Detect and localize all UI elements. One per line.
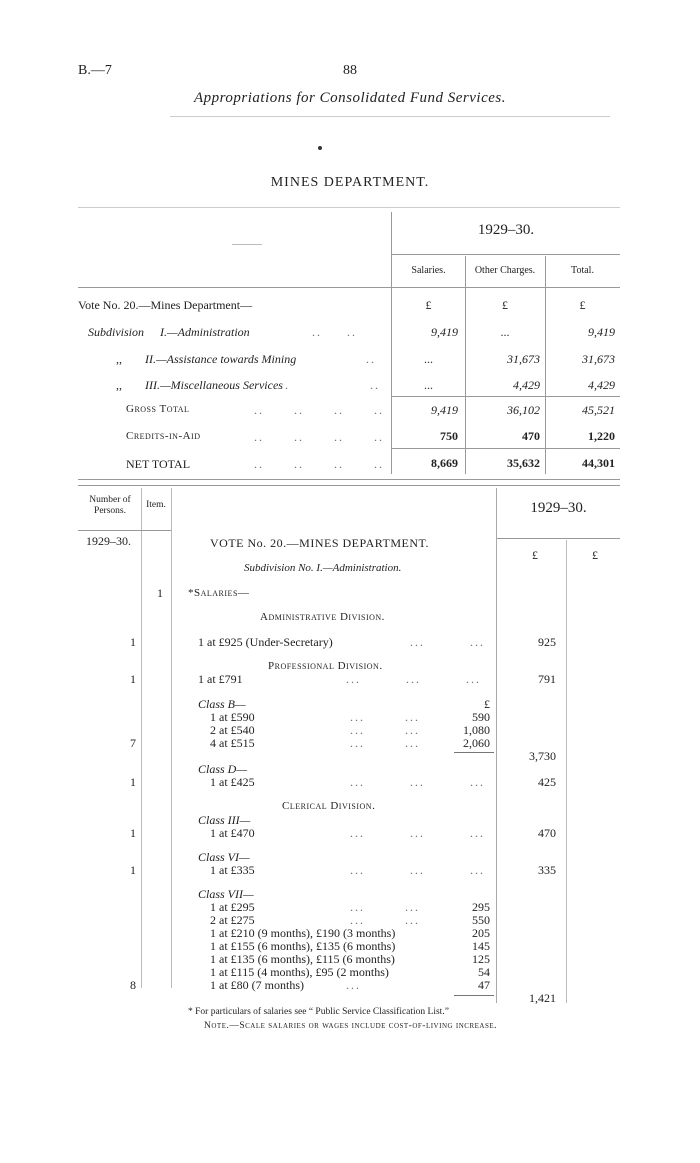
- persons-count: 1: [130, 826, 136, 840]
- currency-total: £: [579, 298, 586, 312]
- salaries-label: *Salaries—: [188, 587, 250, 599]
- subdivision-title: Subdivision No. I.—Administration.: [244, 562, 402, 574]
- currency-left: £: [532, 548, 538, 562]
- cell: 470: [522, 429, 540, 443]
- class-d-label: Class D—: [198, 762, 248, 776]
- class-b-total: 3,730: [529, 749, 556, 763]
- cell: 750: [440, 429, 458, 443]
- item-number: 1: [157, 586, 163, 600]
- persons-count: 1: [130, 775, 136, 789]
- cell: 9,419: [431, 325, 458, 339]
- cell: 1,220: [588, 429, 615, 443]
- salary-line: 1 at £80 (7 months): [210, 978, 304, 992]
- persons-count: 7: [130, 736, 136, 750]
- salary-line: 1 at £425: [210, 775, 255, 789]
- persons-year: 1929–30.: [86, 534, 131, 548]
- salary-line: 1 at £135 (6 months), £115 (6 months): [210, 952, 395, 966]
- amount: 335: [538, 863, 556, 877]
- persons-count: 8: [130, 978, 136, 992]
- cell: 8,669: [431, 456, 458, 470]
- salary-line: 1 at £925 (Under-Secretary): [198, 635, 333, 649]
- dot-mark: [318, 146, 322, 150]
- cell: 44,301: [582, 456, 615, 470]
- row-label: III.—Miscellaneous Services: [145, 378, 283, 392]
- footnote-note: Note.—Scale salaries or wages include cost-of-living increase.: [204, 1021, 498, 1031]
- cell: 9,419: [431, 403, 458, 417]
- amount: 791: [538, 672, 556, 686]
- row-label: I.—Administration: [160, 325, 250, 339]
- cell: 31,673: [507, 352, 540, 366]
- salary-line: 1 at £470: [210, 826, 255, 840]
- sub-amount: 1,080: [463, 723, 490, 737]
- amount: 925: [538, 635, 556, 649]
- salary-line: 1 at £791: [198, 672, 243, 686]
- pound-sign: £: [484, 697, 490, 711]
- salary-line: 2 at £275: [210, 913, 255, 927]
- persons-count: 1: [130, 863, 136, 877]
- col-number-of-persons: Number of Persons.: [89, 495, 131, 516]
- credits-in-aid-label: Credits-in-Aid: [126, 430, 201, 442]
- sub-amount: 47: [478, 978, 490, 992]
- running-title: Appropriations for Consolidated Fund Services.: [193, 90, 506, 106]
- col-salaries: Salaries.: [411, 265, 446, 276]
- salary-line: 1 at £210 (9 months), £190 (3 months): [210, 926, 396, 940]
- cell: ...: [424, 378, 433, 392]
- salary-line: 1 at £155 (6 months), £135 (6 months): [210, 939, 396, 953]
- cell: ...: [424, 352, 433, 366]
- administrative-division: Administrative Division.: [260, 611, 385, 623]
- gross-total-label: Gross Total: [126, 403, 190, 415]
- persons-count: 1: [130, 635, 136, 649]
- amount: 425: [538, 775, 556, 789]
- salary-line: 1 at £590: [210, 710, 255, 724]
- row-prefix: ,,: [116, 352, 122, 366]
- salary-line: 1 at £295: [210, 900, 255, 914]
- row-prefix: Subdivision: [88, 325, 144, 339]
- cell: 31,673: [582, 352, 615, 366]
- salary-line: 1 at £335: [210, 863, 255, 877]
- class-b-label: Class B—: [198, 697, 246, 711]
- sub-amount: 54: [478, 965, 490, 979]
- page-number: 88: [343, 63, 357, 78]
- currency-salaries: £: [425, 298, 432, 312]
- col-other-charges: Other Charges.: [474, 265, 536, 276]
- persons-count: 1: [130, 672, 136, 686]
- document-code: B.—7: [78, 63, 112, 78]
- cell: 4,429: [588, 378, 615, 392]
- salary-line: 2 at £540: [210, 723, 255, 737]
- cell: 4,429: [513, 378, 540, 392]
- col-item: Item.: [146, 500, 166, 510]
- detail-year-heading: 1929–30.: [530, 500, 587, 516]
- sub-amount: 145: [472, 939, 490, 953]
- summary-year-heading: 1929–30.: [477, 222, 535, 238]
- sub-amount: 125: [472, 952, 490, 966]
- currency-right: £: [592, 548, 598, 562]
- footnote-classification: * For particulars of salaries see “ Public Service Classification List.”: [188, 1007, 449, 1017]
- class-vi-label: Class VI—: [198, 850, 250, 864]
- vote-title: VOTE No. 20.—MINES DEPARTMENT.: [210, 536, 429, 550]
- vote-label: Vote No. 20.—Mines Department—: [78, 298, 253, 312]
- sub-amount: 205: [472, 926, 490, 940]
- cell: ...: [500, 325, 510, 339]
- sub-amount: 295: [472, 900, 490, 914]
- net-total-label: NET TOTAL: [126, 457, 191, 471]
- amount: 470: [538, 826, 556, 840]
- salary-line: 4 at £515: [210, 736, 255, 750]
- clerical-division: Clerical Division.: [282, 800, 376, 812]
- row-label: II.—Assistance towards Mining: [145, 352, 297, 366]
- department-title: MINES DEPARTMENT.: [270, 175, 430, 190]
- salary-line: 1 at £115 (4 months), £95 (2 months): [210, 965, 389, 979]
- currency-other: £: [502, 298, 508, 312]
- sub-amount: 590: [472, 710, 490, 724]
- col-total: Total.: [571, 265, 594, 276]
- class-vii-total: 1,421: [529, 991, 556, 1005]
- row-prefix: ,,: [116, 378, 122, 392]
- cell: 36,102: [507, 403, 540, 417]
- class-vii-label: Class VII—: [198, 887, 254, 901]
- cell: 35,632: [507, 456, 540, 470]
- sub-amount: 550: [472, 913, 490, 927]
- sub-amount: 2,060: [463, 736, 490, 750]
- cell: 45,521: [582, 403, 615, 417]
- cell: 9,419: [588, 325, 615, 339]
- class-iii-label: Class III—: [198, 813, 251, 827]
- professional-division: Professional Division.: [268, 660, 383, 672]
